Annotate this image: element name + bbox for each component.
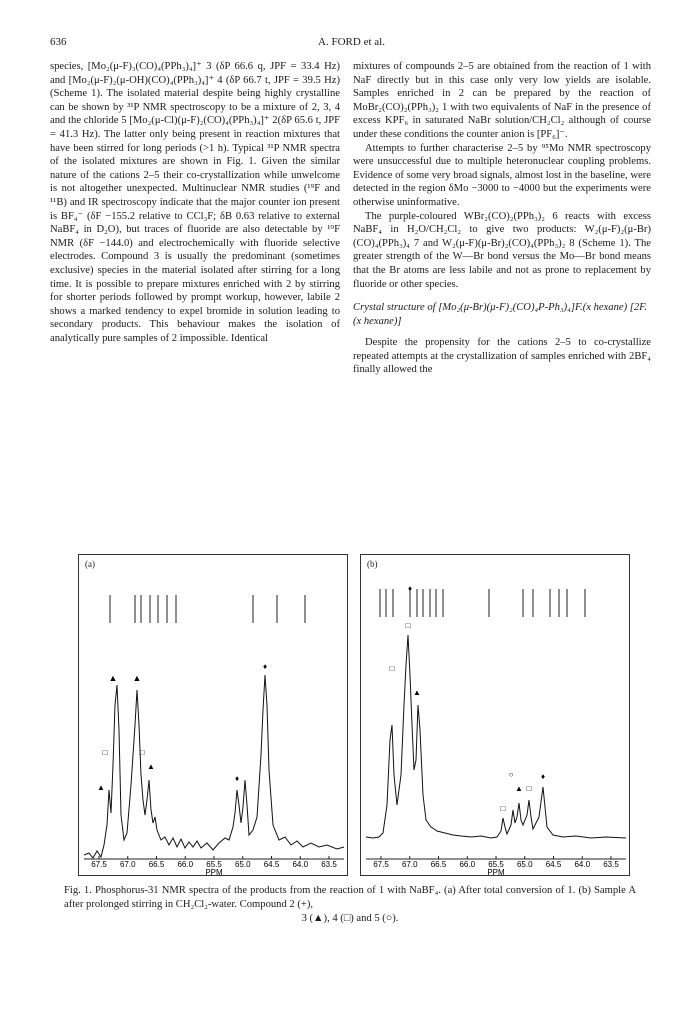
page-number: 636 bbox=[50, 36, 67, 48]
section-heading: Crystal structure of [Mo₂(μ-Br)(μ-F)₂(CO)₄P-Ph₃)₄]F.(x hexane) [2F.(x hexane)] bbox=[353, 302, 647, 327]
axis-tick-label: 66.0 bbox=[177, 860, 194, 869]
square-marker-icon: □ bbox=[526, 784, 532, 793]
axis-tick-label: 64.5 bbox=[545, 860, 562, 869]
nmr-figure bbox=[78, 554, 638, 876]
axis-tick-label: 65.5 bbox=[206, 860, 222, 869]
axis-tick-label: 65.0 bbox=[234, 860, 251, 869]
axis-tick-label: 64.0 bbox=[574, 860, 591, 869]
axis-tick-label: 67.0 bbox=[401, 860, 418, 869]
right-column bbox=[353, 60, 651, 377]
right-paragraph-3: The purple-coloured WBr₂(CO)₂(PPh₃)₂ 6 reacts with excess NaBF₄ in H₂O/CH₂Cl₂ to give two products: W₂(μ-F)₂(μ-Br)(CO)₄(PPh₃)₄ 7 and W₂(μ-F)(μ-Br)₂(CO)₄(PPh₃)₂ 8 (Scheme 1). The greater strength of the W—Br bond versus the Mo—Br bond means that the Br atoms are less labile and not as prone to replacement by fluoride or other species. bbox=[353, 210, 651, 290]
running-title: A. FORD et al. bbox=[318, 36, 385, 48]
axis-tick-label: 65.0 bbox=[516, 860, 533, 869]
diamond-marker-icon: ♦ bbox=[234, 774, 240, 783]
spectrum-b-plot bbox=[361, 555, 631, 877]
axis-title-b: PPM bbox=[487, 868, 505, 877]
triangle-marker-icon: ▲ bbox=[108, 673, 118, 683]
square-marker-icon: □ bbox=[500, 804, 506, 813]
page-header bbox=[50, 36, 653, 54]
triangle-marker-icon: ▲ bbox=[132, 673, 142, 683]
axis-tick-label: 66.5 bbox=[148, 860, 165, 869]
axis-tick-label: 64.0 bbox=[292, 860, 309, 869]
diamond-marker-icon: ♦ bbox=[540, 772, 546, 781]
left-paragraph: species, [Mo₂(μ-F)₃(CO)₄(PPh₃)₄]⁺ 3 (δP 66.6 q, JPF = 33.4 Hz) and [Mo₂(μ-F)₂(μ-OH)(CO)₄(PPh₃)₄]⁺ 4 (δP 66.7 t, JPF = 39.5 Hz) (Scheme 1). The isolated material despite being highly crystalline can be shown by ³¹P NMR spectroscopy to be a mixture of 2, 3, 4 and the chloride 5 [Mo₂(μ-Cl)(μ-F)₂(CO)₄(PPh₃)₄]⁺ 2(δP 65.6 t, JPF = 41.3 Hz). The latter only being present in reaction mixtures that have been stirred for long periods (>1 h). Typical ³¹P NMR spectra of the isolated mixtures are shown in Fig. 1. Given the similar nature of the cations 2–5 their co-crystallization while unwelcome is not altogether unexpected. Multinuclear NMR studies (¹⁹F and ¹¹B) and IR spectroscopy indicate that the major counter ion present is BF₄⁻ (δF −155.2 relative to CCl₃F; δB 0.63 relative to external NaBF₄ in D₂O), but traces of fluoride are also detectable by ¹⁹F NMR (δF −144.0) and electrochemically with fluoride selective electrodes. Compound 3 is usually the predominant (sometimes exclusive) species in the material isolated after stirring for a long time. It is possible to prepare mixtures enriched with 2 by stirring for shorter periods followed by prompt workup, however, labile 2 shows a marked tendency to expel bromide in solution leading to secondary products. This behaviour makes the isolation of analytically pure samples of 2 impossible. Identical bbox=[50, 61, 340, 344]
diamond-marker-icon: ♦ bbox=[407, 584, 413, 593]
axis-tick-label: 67.5 bbox=[91, 860, 107, 869]
square-marker-icon: □ bbox=[389, 664, 395, 673]
left-column bbox=[50, 60, 340, 345]
right-paragraph-2: Attempts to further characterise 2–5 by ⁹⁵Mo NMR spectroscopy were unsuccessful due to multiple heteronuclear coupling problems. Evidence of some very broad signals, almost lost in the baseline, were detected in the region δMo −3000 to −4000 but the experiments were otherwise uninformative. bbox=[353, 142, 651, 208]
caption-text: Fig. 1. Phosphorus-31 NMR spectra of the products from the reaction of 1 with NaBF₄. (a) After total conversion of 1. (b) Sample A after prolonged stirring in CH₂Cl₂-water. Compound 2 (+), bbox=[64, 885, 636, 910]
triangle-marker-icon: ▲ bbox=[97, 783, 105, 792]
square-marker-icon: □ bbox=[139, 748, 145, 757]
spectrum-trace-a bbox=[84, 675, 344, 858]
spectrum-a-plot bbox=[79, 555, 349, 877]
axis-tick-label: 66.0 bbox=[459, 860, 476, 869]
spectrum-panel-b bbox=[360, 554, 630, 876]
triangle-marker-icon: ▲ bbox=[147, 762, 155, 771]
circle-marker-icon: ○ bbox=[508, 770, 514, 779]
triangle-marker-icon: ▲ bbox=[413, 688, 421, 697]
axis-title-a: PPM bbox=[205, 868, 223, 877]
triangle-marker-icon: ▲ bbox=[515, 784, 523, 793]
square-marker-icon: □ bbox=[405, 621, 411, 630]
axis-tick-label: 67.5 bbox=[373, 860, 389, 869]
axis-tick-label: 63.5 bbox=[603, 860, 619, 869]
axis-tick-label: 67.0 bbox=[119, 860, 136, 869]
right-paragraph-1: mixtures of compounds 2–5 are obtained from the reaction of 1 with NaF directly but in this case only very low yields are isolable. Samples enriched in 2 can be prepared by the reaction of MoBr₂(CO)₂(PPh₃)₂ 1 with two equivalents of NaF in the presence of excess KPF₆ in saturated NaBr solution/CH₂Cl₂ although of course under these conditions the counter anion is [PF₆]⁻. bbox=[353, 61, 651, 140]
axis-tick-label: 66.5 bbox=[430, 860, 447, 869]
axis-tick-label: 65.5 bbox=[488, 860, 504, 869]
spectrum-panel-a bbox=[78, 554, 348, 876]
diamond-marker-icon: ♦ bbox=[262, 662, 268, 671]
square-marker-icon: □ bbox=[102, 748, 108, 757]
caption-legend-line: 3 (▲), 4 (□) and 5 (○). bbox=[301, 913, 399, 924]
axis-tick-label: 64.5 bbox=[263, 860, 280, 869]
axis-tick-label: 63.5 bbox=[321, 860, 337, 869]
peak-list-markers-a bbox=[110, 595, 305, 623]
figure-caption bbox=[64, 884, 636, 926]
panel-a-label: (a) bbox=[85, 559, 95, 569]
panel-b-label: (b) bbox=[367, 559, 378, 569]
peak-list-markers-b bbox=[380, 589, 585, 617]
right-paragraph-4: Despite the propensity for the cations 2–5 to co-crystallize repeated attempts at the crystallization of samples enriched with 2BF₄ finally allowed the bbox=[353, 337, 651, 376]
spectrum-trace-b bbox=[366, 635, 626, 838]
